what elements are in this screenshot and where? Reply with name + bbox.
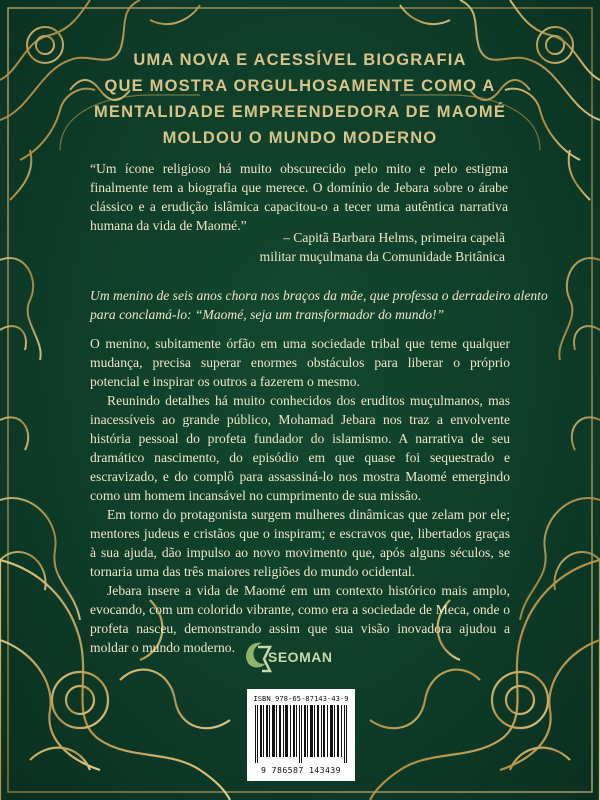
lead-paragraph [90,286,548,324]
headline-line: UMA NOVA E ACESSÍVEL BIOGRAFIA [133,51,467,69]
isbn-digits: 9 786587 143439 [261,765,341,775]
headline-line: QUE MOSTRA ORGULHOSAMENTE COMO A [104,77,496,95]
isbn-label: ISBN 978-65-87143-43-9 [253,694,349,703]
headline [60,47,540,151]
barcode-bars [253,705,349,763]
synopsis-paragraph: Em torno do protagonista surgem mulheres dinâmicas que zelam por ele; mentores judeus e cristãos que o inspiram; e escravos que, libertados graças à sua ajuda, dão impulso ao novo movimento que, após alguns séculos, se tornaria uma das três maiores religiões do mundo ocidental. [90,507,510,579]
synopsis-paragraph: O menino, subitamente órfão em uma sociedade tribal que teme qualquer mudança, precisa superar enormes obstáculos para liberar o próprio potencial e inspirar os outros a fazerem o mesmo. [90,336,510,389]
isbn-barcode [247,689,355,781]
headline-line: MOLDOU O MUNDO MODERNO [162,129,438,147]
publisher-logo [240,637,370,677]
synopsis-paragraph: Reunindo detalhes há muito conhecidos dos eruditos muçulmanos, mas inacessíveis ao grande público, Mohamad Jebara nos traz a envolvente história pessoal do profeta fundador do islamismo. A narrativa de seu dramático nascimento, do episódio em que quase foi sequestrado e escravizado, e do complô para assassiná-lo nos mostra Maomé emergindo como um homem incansável no cumprimento de sua missão. [90,393,510,503]
publisher-name: SEOMAN [268,649,333,665]
attribution-line: militar muçulmana da Comunidade Britânica [259,249,505,264]
quote-attribution [175,228,505,266]
headline-line: MENTALIDADE EMPREENDEDORA DE MAOMÉ [93,103,507,121]
synopsis-body [90,334,510,657]
lead-line: para conclamá-lo: “Maomé, seja um transformador do mundo!” [90,307,445,322]
synopsis-paragraph: Jebara insere a vida de Maomé em um contexto histórico mais amplo, evocando, com um colorido vibrante, como era a sociedade de Meca, onde o profeta nasceu, demonstrando assim que sua visão inovadora ajudou a moldar o mundo moderno. [90,583,510,655]
endorsement-quote: “Um ícone religioso há muito obscurecido pelo mito e pelo estigma finalmente tem a biografia que merece. O domínio de Jebara sobre o árabe clássico e a erudição islâmica capacitou-o a tecer uma autêntica narrativa humana da vida de Maomé.” [90,161,508,233]
attribution-line: – Capitã Barbara Helms, primeira capelã [283,230,505,245]
lead-line: Um menino de seis anos chora nos braços da mãe, que professa o derradeiro alento [90,288,548,303]
